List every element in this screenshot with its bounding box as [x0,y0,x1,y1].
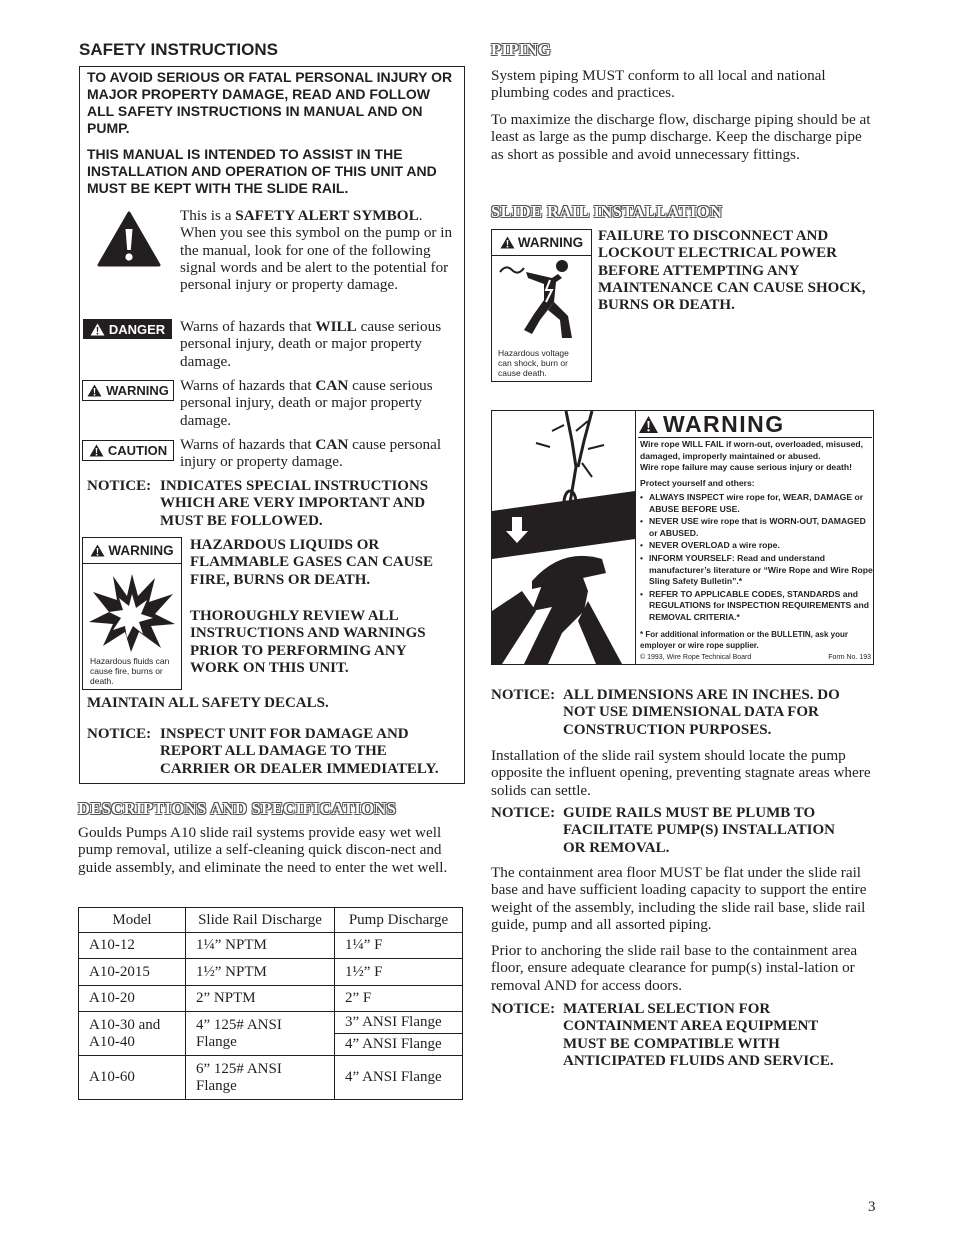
cell-slide-rail-discharge: 1½” NPTM [186,959,335,986]
wire-rope-line1: Wire rope WILL FAIL if worn-out, overloaded, misused, damaged, improperly maintained or abused. [640,439,864,461]
notice-lead: NOTICE: [87,726,152,742]
piping-text-1: System piping MUST conform to all local and national plumbing codes and practices. [491,67,826,102]
cell-pump-discharge: 4” ANSI Flange [335,1034,463,1056]
notice-lead: NOTICE: [491,805,556,821]
wire-rope-warning-title-text: WARNING [663,410,785,437]
list-item: • NEVER OVERLOAD a wire rope. [640,540,780,551]
warning-tag [82,380,174,401]
caution-tag [82,440,174,461]
list-item-text: NEVER USE wire rope that is WORN-OUT, DAMAGED or ABUSED. [649,516,866,538]
wire-rope-warning-title [638,412,872,436]
list-item-text: NEVER OVERLOAD a wire rope. [649,540,780,551]
col-header-pump-discharge: Pump Discharge [335,908,463,933]
list-item-text: INFORM YOURSELF: Read and understand manufacturer’s literature or “Wire Rope and Wire Rope Sling Safety Bulletin”.* [649,552,873,587]
table-row [79,959,463,986]
cell-pump-discharge: 1¼” F [335,933,463,959]
table-row [79,1056,463,1100]
wire-rope-warning [491,410,874,665]
alert-symbol-text: This is a SAFETY ALERT SYMBOL. When you see this symbol on the pump or in the manual, look for one of the following signal words and be alert to the potential for personal injury or property damage. [180,207,453,294]
warning-triangle-icon [89,444,104,457]
wire-rope-protect: Protect yourself and others: [640,478,755,488]
col-header-model: Model [79,908,186,933]
table-row [79,1012,463,1034]
cell-pump-discharge: 2” F [335,986,463,1012]
notice-text: MATERIAL SELECTION FOR CONTAINMENT AREA EQUIPMENT MUST BE COMPATIBLE WITH ANTICIPATED FLUIDS AND SERVICE. [563,1001,834,1069]
cell-pump-discharge: 3” ANSI Flange [335,1012,463,1034]
cell-model: A10-12 [79,933,186,959]
fluid-warning-tag [83,538,181,564]
fluid-warning-caption: Hazardous fluids can cause fire, burns or death. [90,656,170,686]
install-text-2: The containment area floor MUST be flat under the slide rail base and have sufficient loading capacity to support the entire weight of the assembly, including the slide rail base, slide rail guide, pump and all assorted piping. [491,864,867,933]
notice-lead: NOTICE: [491,687,556,703]
table-row [79,986,463,1012]
warning-text: Warns of hazards that CAN cause serious personal injury, death or major property damage. [180,377,433,429]
electrical-warning-tag-label: WARNING [517,235,584,250]
cell-model: A10-60 [79,1056,186,1100]
table-row [79,933,463,959]
wire-rope-failure-illustration [492,411,635,664]
electrical-warning-caption: Hazardous voltage can shock, burn or cause death. [498,348,569,378]
cell-pump-discharge: 4” ANSI Flange [335,1056,463,1100]
notice-text: INDICATES SPECIAL INSTRUCTIONS WHICH ARE VERY IMPORTANT AND MUST BE FOLLOWED. [160,478,429,529]
cell-pump-discharge: 1½” F [335,959,463,986]
cell-model: A10-30 and A10-40 [79,1012,186,1056]
wire-rope-line2: Wire rope failure may cause serious injury or death! [640,462,852,472]
wire-rope-copyright: © 1993, Wire Rope Technical Board [640,654,752,661]
electrical-warning-tag [492,230,591,256]
caution-tag-label: CAUTION [107,443,168,458]
cell-model: A10-20 [79,986,186,1012]
list-item: • ALWAYS INSPECT wire rope for, WEAR, DAMAGE or ABUSE BEFORE USE. [640,492,864,514]
install-text-1: Installation of the slide rail system should locate the pump opposite the influent opening, preventing stagnate areas where solids can settle. [491,747,871,799]
safety-instructions-heading: SAFETY INSTRUCTIONS [79,40,278,59]
danger-text: Warns of hazards that WILL cause serious personal injury, death or major property damage. [180,318,442,370]
cell-model: A10-2015 [79,959,186,986]
caution-text: Warns of hazards that CAN cause personal injury or property damage. [180,436,442,471]
notice-lead: NOTICE: [87,478,152,494]
fluid-warning-tag-label: WARNING [108,543,174,558]
wire-rope-divider [635,411,636,664]
wire-rope-footnote: * For additional information or the BULLETIN, ask your employer or wire rope supplier. [640,630,849,650]
safety-intro-1: TO AVOID SERIOUS OR FATAL PERSONAL INJURY OR MAJOR PROPERTY DAMAGE, READ AND FOLLOW ALL SAFETY INSTRUCTIONS IN MANUAL AND ON PUMP. [87,69,453,136]
warning-tag-label: WARNING [106,383,169,398]
list-item: • INFORM YOURSELF: Read and understand manufacturer’s literature or “Wire Rope and Wire Rope Sling Safety Bulletin”.* [640,552,873,587]
warning-triangle-icon [500,236,515,249]
cell-slide-rail-discharge: 1¼” NPTM [186,933,335,959]
notice-text: INSPECT UNIT FOR DAMAGE AND REPORT ALL DAMAGE TO THE CARRIER OR DEALER IMMEDIATELY. [160,726,439,777]
notice-text: ALL DIMENSIONS ARE IN INCHES. DO NOT USE DIMENSIONAL DATA FOR CONSTRUCTION PURPOSES. [563,687,840,738]
list-item-text: REFER TO APPLICABLE CODES, STANDARDS and REGULATIONS for INSPECTION REQUIREMENTS and REMOVAL CRITERIA.* [649,588,869,622]
fluid-warning-text-2: THOROUGHLY REVIEW ALL INSTRUCTIONS AND WARNINGS PRIOR TO PERFORMING ANY WORK ON THIS UNIT. [190,608,426,676]
list-item-text: ALWAYS INSPECT wire rope for, WEAR, DAMAGE or ABUSE BEFORE USE. [649,492,864,514]
piping-text-2: To maximize the discharge flow, discharge piping should be at least as large as the pump discharge. Keep the discharge pipe as short as possible and avoid unnecessary fittings. [491,111,871,163]
cell-slide-rail-discharge: 2” NPTM [186,986,335,1012]
spec-table-header-row [79,908,463,933]
explosion-icon [89,572,175,652]
maintain-decals-text: MAINTAIN ALL SAFETY DECALS. [87,695,329,711]
warning-triangle-icon [90,323,105,336]
piping-heading: PIPING [491,40,552,59]
fluid-warning-text-1: HAZARDOUS LIQUIDS OR FLAMMABLE GASES CAN CAUSE FIRE, BURNS OR DEATH. [190,537,433,588]
notice-lead: NOTICE: [491,1001,556,1017]
cell-slide-rail-discharge: 4” 125# ANSI Flange [186,1012,335,1056]
electric-shock-icon [496,258,588,344]
list-item: • REFER TO APPLICABLE CODES, STANDARDS and REGULATIONS for INSPECTION REQUIREMENTS and REMOVAL CRITERIA.* [640,588,869,622]
fluid-warning-decal [82,537,182,690]
wire-rope-bullet-list [640,492,874,625]
danger-tag [83,319,172,339]
warning-triangle-icon [90,544,105,557]
wire-rope-form-number: Form No. 193 [828,654,871,661]
safety-intro-2: THIS MANUAL IS INTENDED TO ASSIST IN THE INSTALLATION AND OPERATION OF THIS UNIT AND MUST BE KEPT WITH THE SLIDE RAIL. [87,146,437,196]
warning-triangle-icon [638,415,659,434]
col-header-slide-rail-discharge: Slide Rail Discharge [186,908,335,933]
electrical-warning-text: FAILURE TO DISCONNECT AND LOCKOUT ELECTRICAL POWER BEFORE ATTEMPTING ANY MAINTENANCE CAN CAUSE SHOCK, BURNS OR DEATH. [598,228,866,314]
spec-table [78,907,463,1100]
install-text-3: Prior to anchoring the slide rail base to the containment area floor, ensure adequate clearance for pump(s) instal-lation or removal AND for access doors. [491,942,858,994]
page-number: 3 [868,1199,876,1215]
safety-alert-symbol-icon [97,211,161,267]
descriptions-heading: DESCRIPTIONS AND SPECIFICATIONS [78,799,397,818]
notice-text: GUIDE RAILS MUST BE PLUMB TO FACILITATE PUMP(S) INSTALLATION OR REMOVAL. [563,805,835,856]
electrical-warning-decal [491,229,592,382]
cell-slide-rail-discharge: 6” 125# ANSI Flange [186,1056,335,1100]
list-item: • NEVER USE wire rope that is WORN-OUT, DAMAGED or ABUSED. [640,516,866,538]
slide-rail-installation-heading: SLIDE RAIL INSTALLATION [491,202,723,221]
wire-rope-title-rule [638,437,872,438]
warning-triangle-icon [87,384,102,397]
danger-tag-label: DANGER [108,321,166,337]
descriptions-text: Goulds Pumps A10 slide rail systems provide easy wet well pump removal, utilize a self-cleaning quick discon-nect and guide assembly, and eliminate the need to enter the wet well. [78,824,448,876]
